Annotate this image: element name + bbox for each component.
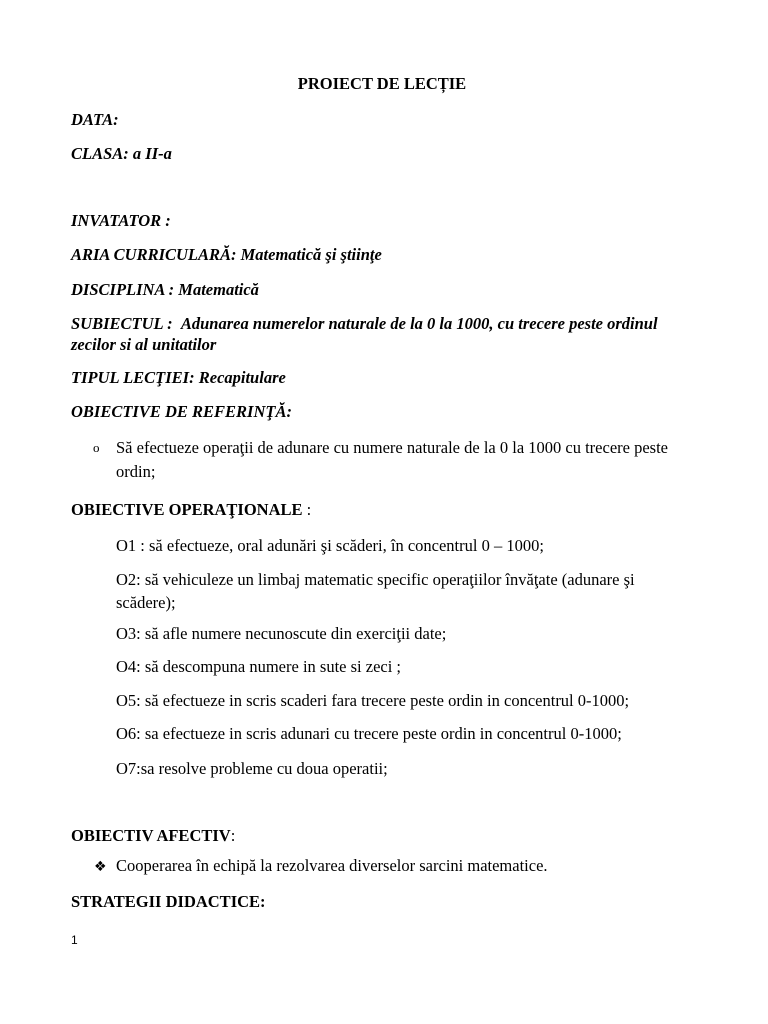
clasa-line xyxy=(71,144,172,164)
tipul-line xyxy=(71,368,286,388)
document-title: PROIECT DE LECȚIE xyxy=(297,74,467,93)
tipul-value: Recapitulare xyxy=(198,368,286,387)
strategii-label: STRATEGII DIDACTICE: xyxy=(71,892,266,911)
tipul-label: TIPUL LECŢIEI: xyxy=(71,368,195,387)
disciplina-label: DISCIPLINA : xyxy=(71,280,175,299)
obiectiv-afectiv-colon: : xyxy=(230,826,236,845)
obiective-op-colon: : xyxy=(302,500,312,519)
obiective-op-label: OBIECTIVE OPERAŢIONALE xyxy=(71,500,303,519)
disciplina-value: Matematică xyxy=(178,280,259,299)
objective-o2 xyxy=(71,568,681,614)
objective-o4: O4: să descompuna numere in sute si zeci ; xyxy=(116,657,402,676)
aria-line xyxy=(71,245,382,265)
diamond-bullet-icon: ❖ xyxy=(94,859,107,875)
obiective-op-heading xyxy=(71,500,311,520)
objective-o7: O7:sa resolve probleme cu doua operatii; xyxy=(116,759,388,778)
objective-o5: O5: să efectueze in scris scaderi fara trecere peste ordin in concentrul 0-1000; xyxy=(116,691,630,710)
obiective-ref-label: OBIECTIVE DE REFERINŢĂ: xyxy=(71,402,292,421)
obiectiv-afectiv-text: Cooperarea în echipă la rezolvarea diverselor sarcini matematice. xyxy=(116,856,548,875)
obiective-ref-text: Să efectueze operaţii de adunare cu numere naturale de la 0 la 1000 cu trecere peste ordin; xyxy=(116,438,668,481)
objective-o1: O1 : să efectueze, oral adunări şi scăderi, în concentrul 0 – 1000; xyxy=(116,536,544,555)
objective-o2-text: O2: să vehiculeze un limbaj matematic specific operaţiilor învăţate (adunare şi scădere); xyxy=(116,570,635,612)
invatator-label: INVATATOR : xyxy=(71,211,171,230)
data-label: DATA: xyxy=(71,110,119,129)
subiect-value: Adunarea numerelor naturale de la 0 la 1000, cu trecere peste ordinul zecilor si al unitatilor xyxy=(71,314,658,354)
aria-label: ARIA CURRICULARĂ: xyxy=(71,245,237,264)
clasa-value: a II-a xyxy=(132,144,172,163)
disciplina-line xyxy=(71,280,259,300)
objective-o3: O3: să afle numere necunoscute din exerciţii date; xyxy=(116,624,447,643)
page-number: 1 xyxy=(71,933,78,947)
subiect-block xyxy=(71,313,671,355)
objective-o6: O6: sa efectueze in scris adunari cu trecere peste ordin in concentrul 0-1000; xyxy=(116,724,622,743)
obiectiv-afectiv-item xyxy=(94,856,548,876)
obiectiv-afectiv-label: OBIECTIV AFECTIV xyxy=(71,826,231,845)
obiectiv-afectiv-heading xyxy=(71,826,235,846)
aria-value: Matematică şi ştiinţe xyxy=(240,245,382,264)
obiective-ref-item xyxy=(93,436,693,484)
subiect-label: SUBIECTUL : xyxy=(71,314,173,333)
clasa-label: CLASA: xyxy=(71,144,129,163)
circle-bullet-icon: o xyxy=(93,440,100,455)
